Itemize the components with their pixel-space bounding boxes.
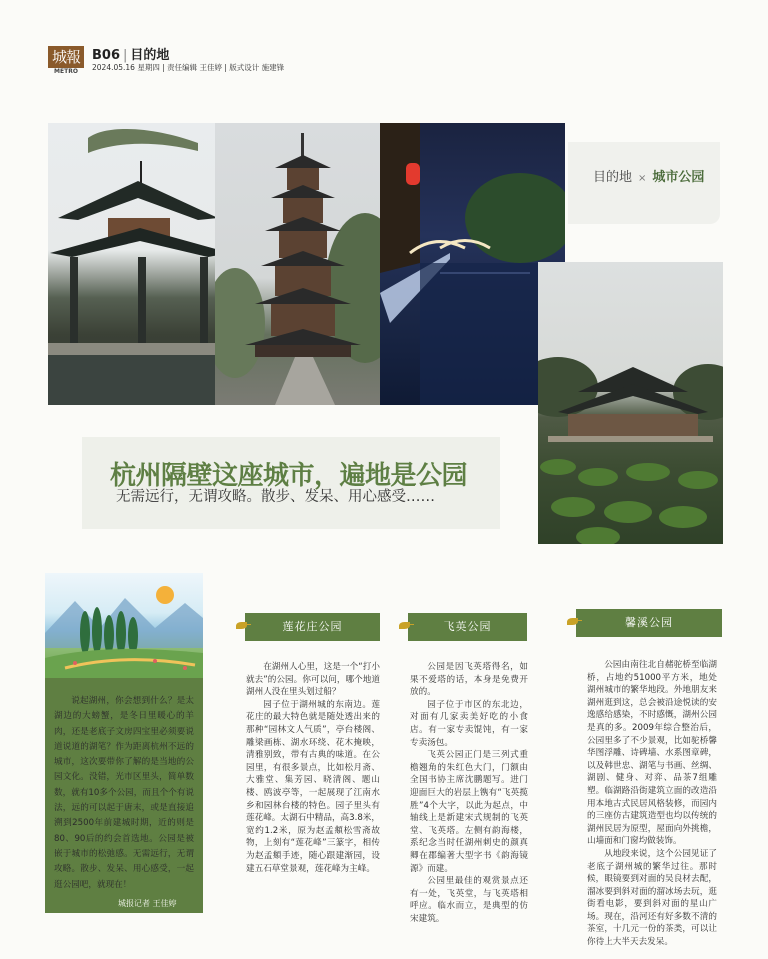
page-header: B06 | 目的地: [92, 48, 170, 63]
paragraph: 飞英公园正门是三列式重檐翘角的朱红色大门，门额由全国书协主席沈鹏题写。进门迎面巨大的岩层上镌有“飞英揽胜”4个大字，以此为起点，中轴线上是新建宋式规制的飞英堂、飞英塔。左侧有韵海楼，系纪念当时任湖州刺史的颜真卿在郡编著大型字书《韵海镜源》而建。: [410, 750, 528, 874]
column-title-feiying: [408, 613, 527, 641]
photo-pavilion: [48, 123, 231, 405]
sidebar-credit: 城报记者 王佳婷: [118, 899, 177, 908]
headline-title: 杭州隔壁这座城市，遍地是公园: [110, 461, 468, 491]
paragraph: 在湖州人心里，这是一个“打小就去”的公园。你可以问，哪个地道湖州人没在里头划过船？: [246, 662, 380, 698]
paragraph: 公园是因飞英塔得名，如果不爱塔的话，本身是免费开放的。: [410, 662, 528, 698]
sidebar-illustration: [45, 573, 203, 678]
newspaper-logo-sub: METRO: [54, 68, 78, 75]
section-name: 目的地: [130, 48, 170, 63]
column-title-text: 飞英公园: [443, 620, 492, 633]
paragraph: 公园里最佳的观赏景点还有一处，飞英堂，与飞英塔相呼应。临水而立，是典型的仿宋建筑。: [410, 876, 528, 924]
column-body-xinxi: [587, 659, 717, 949]
leaf-icon: [399, 622, 410, 629]
section-tag: [593, 166, 704, 185]
leaf-icon: [236, 622, 247, 629]
sidebar-intro: 说起湖州，你会想到什么？是太湖边的大螃蟹，是冬日里暖心的羊肉，还是老底子文房四宝里必须要说道说道的湖笔？作为距离杭州不远的城市，这次要带你了解的是当地的公园文化。没错，光市区里头，简单数数，就有10多个公园，而且个个有说法，远的可以起于唐末，或是直接追溯到2500年前建城时期，近的则是80、90后的约会首选地。公园是被嵌于城市的松弛感。无需远行，无谓攻略。散步、发呆、用心感受，一起逛公园吧，就现在！: [54, 696, 194, 890]
column-body-lianhuazhuang: [246, 661, 380, 875]
paragraph: 园子位于湖州城的东南边。莲花庄的最大特色就是随处透出来的那种“园林文人气质”，亭台楼阁、雕梁画栋、湖水环绕、花木掩映，清雅别致，带有古典的味道。在公园里，有很多景点，比如松月斋、大雅堂、集芳园、晓清阁、题山楼、鸥波亭等，一起展现了江南水乡和园林台楼的特色。园子里头有莲花峰。太湖石中精品，高3.8米，宽约1.2米，原为赵孟頫松雪斋故物，上刻有“莲花峰”三篆字，相传为赵孟頫手迹，随心跟建渐园，设建五石草堂景观，莲花峰为主峰。: [246, 699, 380, 874]
paragraph: 公园由南往北自赭驼桥至临湖桥，占地约51000平方米，地处湖州城市的繁华地段。外地朋友来湖州逛到这，总会被沿途悦读的安逸感给感染，不时感慨，湖州公园是真的多。2009年综合整治后，公园里多了不少景观，比如驼桥馨华图浮雕、诗碑墙、水系图章碑，以及韩世忠、湖笔与书画、丝绸、湖剧、健身、对弈、品茶7组雕塑。临湖路沿街建筑立面的改造沿用本地古式民居风格装修，而园内的三座仿古建筑造型也均以传统的湖州民居为原型，屋面向外挑檐，山墙面和门窗均做装饰。: [587, 660, 717, 847]
photo-lotus-pond: [538, 262, 723, 544]
column-body-feiying: [410, 661, 528, 925]
column-title-xinxi: [576, 609, 722, 637]
park-illustration: [45, 573, 203, 678]
photo-pagoda: [215, 123, 393, 405]
pavilion-illustration: [48, 123, 231, 405]
column-title-text: 莲花庄公园: [282, 620, 343, 633]
headline-subtitle: 无需远行，无谓攻略。散步、发呆、用心感受……: [116, 489, 435, 505]
section-tag-left: 目的地: [593, 170, 633, 185]
newspaper-logo: 城報: [48, 46, 84, 68]
column-title-lianhuazhuang: [245, 613, 380, 641]
issue-meta: 2024.05.16 星期四 | 责任编辑 王佳婷 | 版式设计 施建锋: [92, 63, 285, 72]
paragraph: 园子位于市区的东北边，对面有几家卖美好吃的小食店。有一家专卖馄饨，有一家专卖汤包。: [410, 699, 528, 748]
pagoda-illustration: [215, 123, 393, 405]
section-tag-right: 城市公园: [652, 170, 705, 185]
paragraph: 从地段来说，这个公园见证了老底子湖州城的繁华过往。那时候，眼镜要到对面的吴良材去配，溜冰要到斜对面的溜冰场去玩，逛街看电影，要到斜对面的星山广场。现在，沿河还有好多数不清的茶室，十几元一份的茶类，可以让你待上大半天去发呆。: [587, 848, 717, 948]
page-number: B06: [92, 48, 120, 63]
section-tag-sep: ×: [638, 173, 647, 184]
column-title-text: 馨溪公园: [625, 616, 673, 629]
lotus-pond-illustration: [538, 262, 723, 544]
leaf-icon: [567, 618, 578, 625]
